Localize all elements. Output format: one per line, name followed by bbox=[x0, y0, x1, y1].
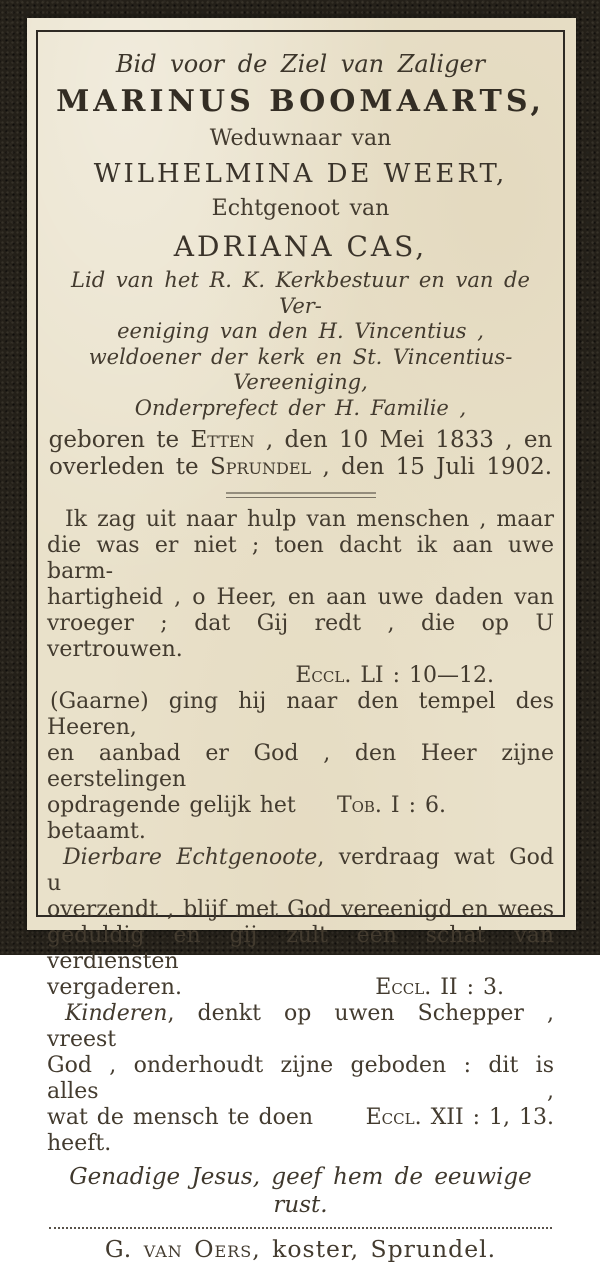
birth-prefix: geboren te bbox=[48, 427, 191, 453]
verse-1-line: vroeger ; dat Gij redt , die op U vertrouwen. bbox=[47, 611, 554, 662]
dotted-separator bbox=[49, 1227, 552, 1229]
verse-4-line: God , onderhoudt zijne geboden : dit is alles , bbox=[47, 1053, 554, 1104]
verse-3-line bbox=[47, 845, 554, 897]
first-spouse-name: WILHELMINA DE WEERT, bbox=[93, 159, 508, 189]
relation-widower-label: Weduwnaar van bbox=[209, 126, 392, 151]
relation-spouse-label: Echtgenoot van bbox=[211, 196, 390, 221]
title-line-2: eeniging van den H. Vincentius , bbox=[117, 319, 484, 343]
verse-1-line: Ik zag uit naar hulp van menschen , maar bbox=[65, 507, 554, 532]
verse-3-citation: Eccl. II : 3. bbox=[375, 975, 504, 1000]
second-spouse-name: ADRIANA CAS, bbox=[173, 230, 428, 263]
titles-block bbox=[47, 268, 554, 421]
verse-4 bbox=[47, 1001, 554, 1157]
verse-2 bbox=[47, 689, 554, 845]
verse-1-citation: Eccl. LI : 10—12. bbox=[295, 663, 494, 688]
birth-death-block bbox=[47, 427, 554, 481]
death-date: , den 15 Juli 1902. bbox=[311, 454, 553, 480]
title-line-3: weldoener der kerk en St. Vincentius-Vereeniging, bbox=[88, 344, 513, 394]
birth-line bbox=[47, 427, 554, 454]
publisher-rest: , koster, Sprundel. bbox=[252, 1235, 497, 1263]
verse-1-line: die was er niet ; toen dacht ik aan uwe barm- bbox=[47, 533, 554, 584]
verse-4-lead-rest: , denkt op uwen Schepper , vreest bbox=[47, 1001, 554, 1052]
verse-3-lead-rest: , verdraag wat God u bbox=[47, 845, 554, 896]
birth-place: Etten bbox=[190, 427, 255, 453]
memorial-card bbox=[27, 18, 576, 1263]
verse-3-lead: Dierbare Echtgenoote bbox=[63, 845, 318, 870]
title-line-1: Lid van het R. K. Kerkbestuur en van de Ver- bbox=[71, 268, 530, 318]
verse-3-last-text: vergaderen. bbox=[47, 975, 182, 1000]
title-line-4: Onderprefect der H. Familie , bbox=[134, 395, 467, 420]
verse-4-citation: Eccl. XII : 1, 13. bbox=[365, 1105, 554, 1130]
verse-2-citation: Tob. I : 6. bbox=[336, 793, 446, 818]
birth-date: , den 10 Mei 1833 , en bbox=[254, 427, 553, 453]
verse-3-line: geduldig en gij zult een schat van verdiensten bbox=[47, 923, 554, 974]
deceased-name: MARINUS BOOMAARTS, bbox=[56, 84, 545, 119]
publisher-line bbox=[47, 1234, 554, 1264]
verse-1 bbox=[47, 507, 554, 689]
verse-2-last-line bbox=[47, 793, 554, 845]
publisher-name: G. van Oers bbox=[104, 1235, 253, 1263]
verse-3-line: overzendt , blijf met God vereenigd en wees bbox=[47, 897, 554, 922]
closing-prayer: Genadige Jesus, geef hem de eeuwige rust. bbox=[69, 1164, 532, 1218]
death-line bbox=[47, 454, 554, 481]
verse-1-line: hartigheid , o Heer, en aan uwe daden van bbox=[47, 585, 554, 610]
verse-4-last-text: wat de mensch te doen heeft. bbox=[47, 1105, 314, 1156]
verse-3 bbox=[47, 845, 554, 1001]
verse-3-last-line bbox=[47, 975, 554, 1001]
verse-2-line: en aanbad er God , den Heer zijne eerstelingen bbox=[47, 741, 554, 792]
verse-4-last-line bbox=[47, 1105, 554, 1157]
verse-4-lead: Kinderen bbox=[65, 1001, 168, 1026]
intro-line: Bid voor de Ziel van Zaliger bbox=[115, 50, 486, 78]
section-divider-rule bbox=[226, 492, 376, 498]
verse-4-line bbox=[47, 1001, 554, 1053]
death-prefix: overleden te bbox=[48, 454, 210, 480]
death-place: Sprundel bbox=[209, 454, 312, 480]
card-border-frame bbox=[36, 30, 565, 1263]
verse-2-last-text: opdragende gelijk het betaamt. bbox=[47, 793, 296, 844]
verse-2-line: (Gaarne) ging hij naar den tempel des Heeren, bbox=[47, 689, 554, 740]
